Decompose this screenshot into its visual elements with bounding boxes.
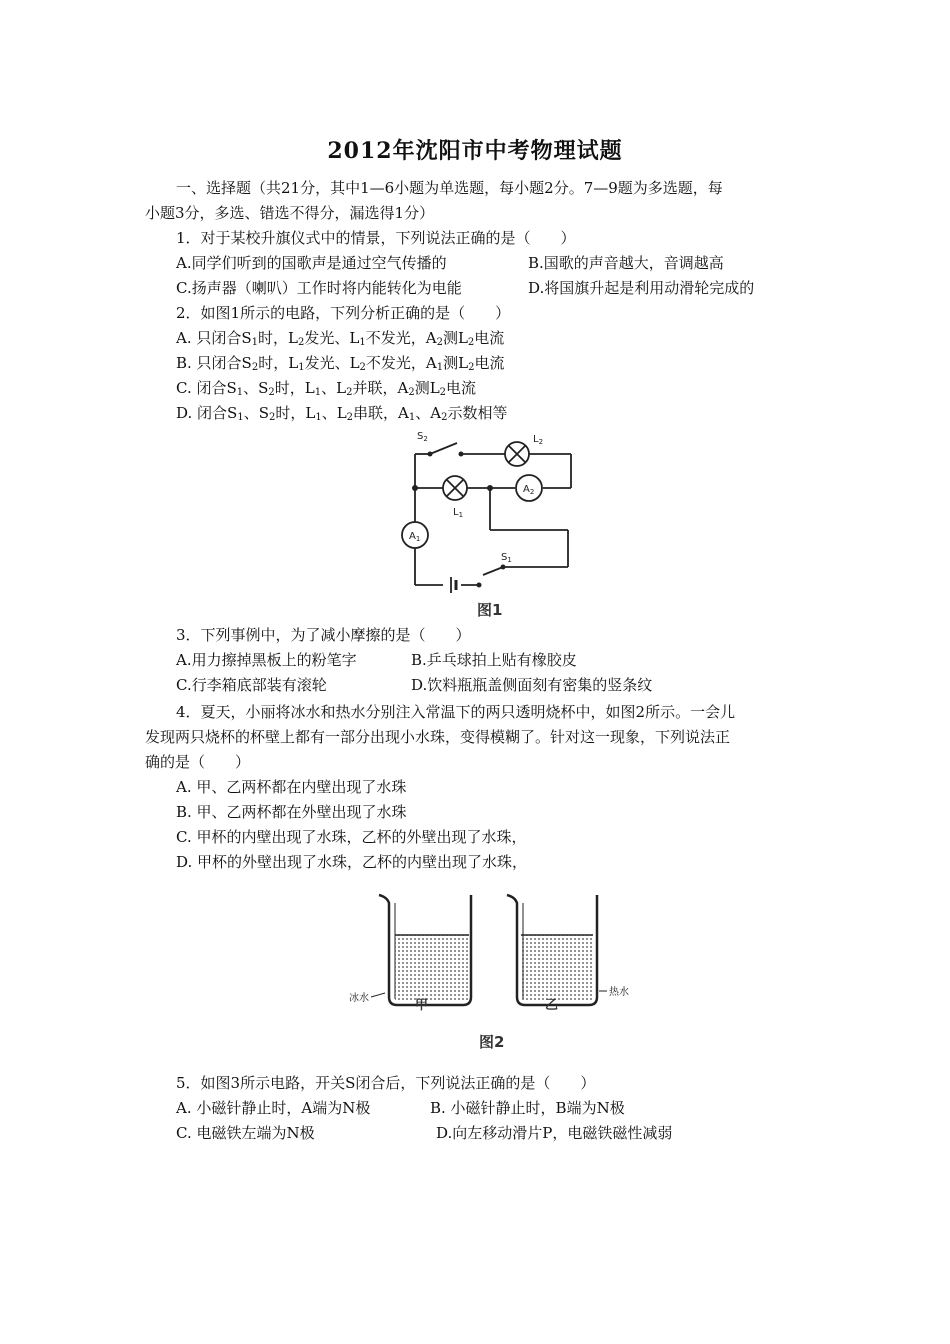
q4-option-b: B. 甲、乙两杯都在外壁出现了水珠 (176, 803, 407, 821)
label-s2: $S_2$ (417, 431, 428, 443)
q2-option-c: C. 闭合$S_1$、$S_2$时，$L_1$、$L_2$并联，$A_2$测$L_2$电流 (176, 379, 477, 398)
q2-option-b: B. 只闭合$S_2$时，$L_1$发光、$L_2$不发光，$A_1$测$L_2$电流 (176, 354, 505, 373)
q2-option-d: D. 闭合$S_1$、$S_2$时，$L_1$、$L_2$串联，$A_1$、$A_2$示数相等 (176, 404, 508, 423)
q4-option-c: C. 甲杯的内壁出现了水珠，乙杯的外壁出现了水珠， (176, 828, 527, 846)
q5-option-b: B. 小磁针静止时，B端为N极 (430, 1099, 625, 1117)
label-s1: $S_1$ (501, 552, 512, 564)
section-heading-line-2: 小题3分，多选、错选不得分，漏选得1分） (145, 204, 435, 222)
figure-1-caption: 图1 (477, 601, 503, 619)
label-jia: 甲 (415, 998, 429, 1013)
q3-option-d: D.饮料瓶瓶盖侧面刻有密集的竖条纹 (411, 676, 653, 694)
label-yi: 乙 (545, 998, 559, 1013)
q4-option-d: D. 甲杯的外壁出现了水珠，乙杯的内壁出现了水珠， (176, 853, 528, 871)
q3-option-c: C.行李箱底部装有滚轮 (176, 676, 327, 694)
beaker-right (507, 895, 607, 1005)
q1-stem: 1．对于某校升旗仪式中的情景，下列说法正确的是（ ） (176, 229, 576, 247)
q3-option-a: A.用力擦掉黑板上的粉笔字 (176, 651, 357, 669)
q1-option-d: D.将国旗升起是利用动滑轮完成的 (528, 279, 755, 297)
beaker-left (371, 895, 471, 1005)
q4-option-a: A. 甲、乙两杯都在内壁出现了水珠 (176, 778, 407, 796)
q3-option-b: B.乒乓球拍上贴有橡胶皮 (411, 651, 577, 669)
q1-option-b: B.国歌的声音越大，音调越高 (528, 254, 724, 272)
q4-stem-line-1: 4．夏天，小丽将冰水和热水分别注入常温下的两只透明烧杯中，如图2所示。一会儿 (176, 703, 736, 721)
q2-option-a: A. 只闭合$S_1$时，$L_2$发光、$L_1$不发光，$A_2$测$L_2$电流 (176, 329, 505, 348)
page-title: 2012年沈阳市中考物理试题 (327, 138, 623, 164)
label-l2: $L_2$ (533, 434, 544, 446)
figure-2-caption: 图2 (479, 1033, 505, 1051)
q5-option-d: D.向左移动滑片P，电磁铁磁性减弱 (436, 1124, 673, 1142)
q3-stem: 3．下列事例中，为了减小摩擦的是（ ） (176, 626, 471, 644)
label-a2: $A_2$ (523, 484, 535, 496)
section-heading-line-1: 一、选择题（共21分，其中1—6小题为单选题，每小题2分。7—9题为多选题，每 (176, 179, 723, 197)
q5-option-a: A. 小磁针静止时，A端为N极 (176, 1099, 371, 1117)
q4-stem-line-2: 发现两只烧杯的杯壁上都有一部分出现小水珠，变得模糊了。针对这一现象，下列说法正 (145, 728, 731, 746)
q5-option-c: C. 电磁铁左端为N极 (176, 1124, 315, 1142)
q4-stem-line-3: 确的是（ ） (145, 753, 251, 771)
label-a1: $A_1$ (409, 531, 421, 543)
figure-2-beakers (345, 885, 645, 1055)
q5-stem: 5．如图3所示电路，开关S闭合后，下列说法正确的是（ ） (176, 1074, 596, 1092)
label-hot-water: 热水 (609, 987, 629, 998)
label-ice-water: 冰水 (349, 993, 369, 1004)
q1-option-a: A.同学们听到的国歌声是通过空气传播的 (176, 254, 447, 272)
label-l1: $L_1$ (453, 507, 464, 519)
figure-1-circuit (395, 425, 585, 620)
q1-option-c: C.扬声器（喇叭）工作时将内能转化为电能 (176, 279, 462, 297)
q2-stem: 2．如图1所示的电路，下列分析正确的是（ ） (176, 304, 511, 322)
